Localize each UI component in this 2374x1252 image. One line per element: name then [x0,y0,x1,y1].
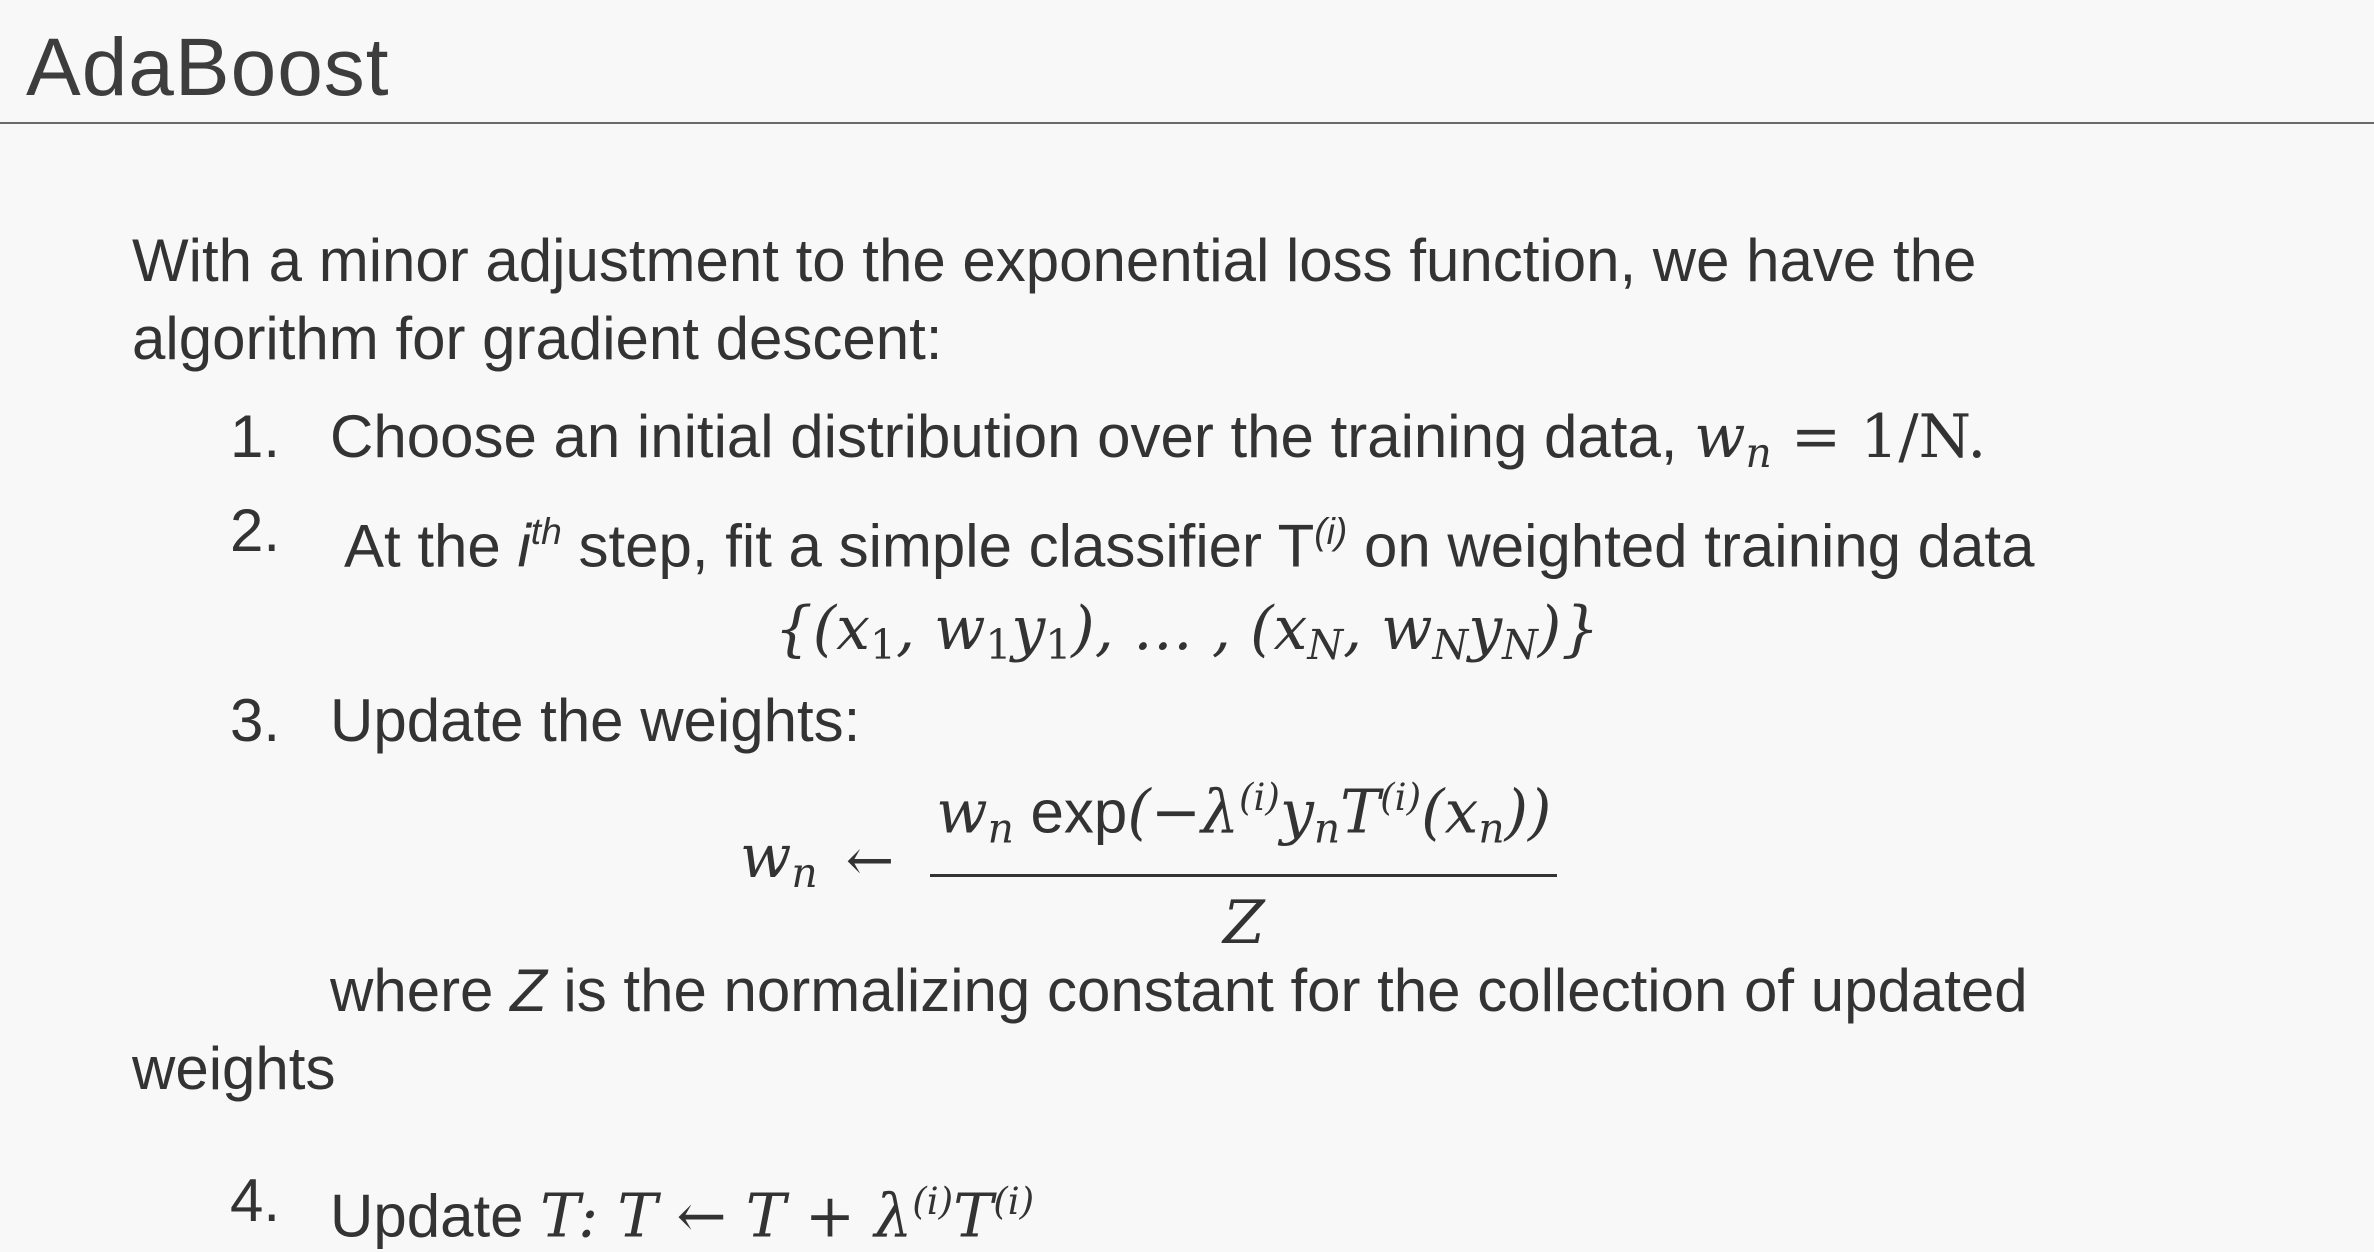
set-mid-5: y [1468,594,1503,664]
step-2-T: T [1277,512,1315,580]
step-2-text-a: At the [344,512,518,580]
num-yn: n [1313,804,1341,853]
step-2-text-c: on weighted training data [1347,512,2035,580]
set-open: {(x [774,594,870,664]
page-title: AdaBoost [26,22,390,113]
step-4-math-a: T [540,1181,579,1252]
num-sup-2: (i) [1380,774,1422,819]
step-1-math-rest: = 1/N. [1771,402,1987,472]
formula-denominator: Z [1223,888,1265,959]
assign-arrow: ← [845,826,895,894]
num-close: )) [1504,777,1552,848]
set-close: )} [1537,594,1600,664]
num-sup-1: (i) [1239,774,1280,819]
intro-line-2: algorithm for gradient descent: [132,305,943,372]
num-w: w [936,777,988,848]
step-4-text [330,1162,1034,1252]
num-n: n [987,804,1014,853]
where-b: is the normalizing constant for the collection of updated [546,957,2028,1024]
set-sub-4: N [1307,621,1344,670]
weight-update-formula [740,770,1557,959]
set-mid-3: ), … , (x [1071,594,1308,664]
step-1-math-n: n [1745,429,1772,478]
step-3-number: 3. [230,687,281,754]
where-Z: Z [510,957,547,1024]
num-xn: n [1478,804,1505,853]
formula-lhs [740,822,818,897]
num-x: (x [1421,777,1479,848]
num-T: T [1340,777,1381,848]
step-2-i: i [517,512,531,580]
formula-numerator [930,757,1557,875]
step-2-dataset [0,590,2374,684]
lhs-n: n [791,849,818,898]
step-1-math-w: w [1694,402,1746,472]
set-sub-5: N [1432,621,1469,670]
set-mid-4: , w [1343,594,1433,664]
step-3-where-line-2: weights [132,1035,336,1102]
set-sub-6: N [1502,621,1538,670]
step-1-text [330,398,1986,492]
num-exp: exp [1013,778,1128,846]
step-2-th: th [530,510,562,552]
where-a: where [330,957,511,1024]
step-4-math-b: : T ← T + λ [578,1181,913,1252]
num-y: y [1279,777,1314,848]
set-sub-3: 1 [1045,621,1072,670]
formula-fraction [930,757,1557,964]
step-1-label: Choose an initial distribution over the training data, [330,403,1695,470]
step-2-text-b: step, fit a simple classifier [561,512,1278,580]
step-3-text: Update the weights: [330,687,861,754]
step-1-number: 1. [230,403,281,470]
set-sub-1: 1 [869,621,896,670]
step-4-number: 4. [230,1167,281,1234]
step-3-where-line [330,952,2028,1030]
set-sub-2: 1 [985,621,1012,670]
intro-line-1: With a minor adjustment to the exponential loss function, we have the [132,227,1977,294]
step-2-text [344,492,2034,585]
step-2-T-sup: (i) [1314,510,1348,552]
set-mid-2: y [1011,594,1046,664]
step-4-label: Update [330,1182,541,1250]
step-4-sup-2: (i) [993,1179,1035,1223]
step-2-number: 2. [230,497,281,564]
num-a: (−λ [1127,777,1240,848]
lhs-w: w [740,822,792,893]
title-divider [0,122,2374,124]
step-4-math-c: T [953,1181,994,1252]
set-mid-1: , w [895,594,986,664]
step-4-sup-1: (i) [912,1179,954,1223]
